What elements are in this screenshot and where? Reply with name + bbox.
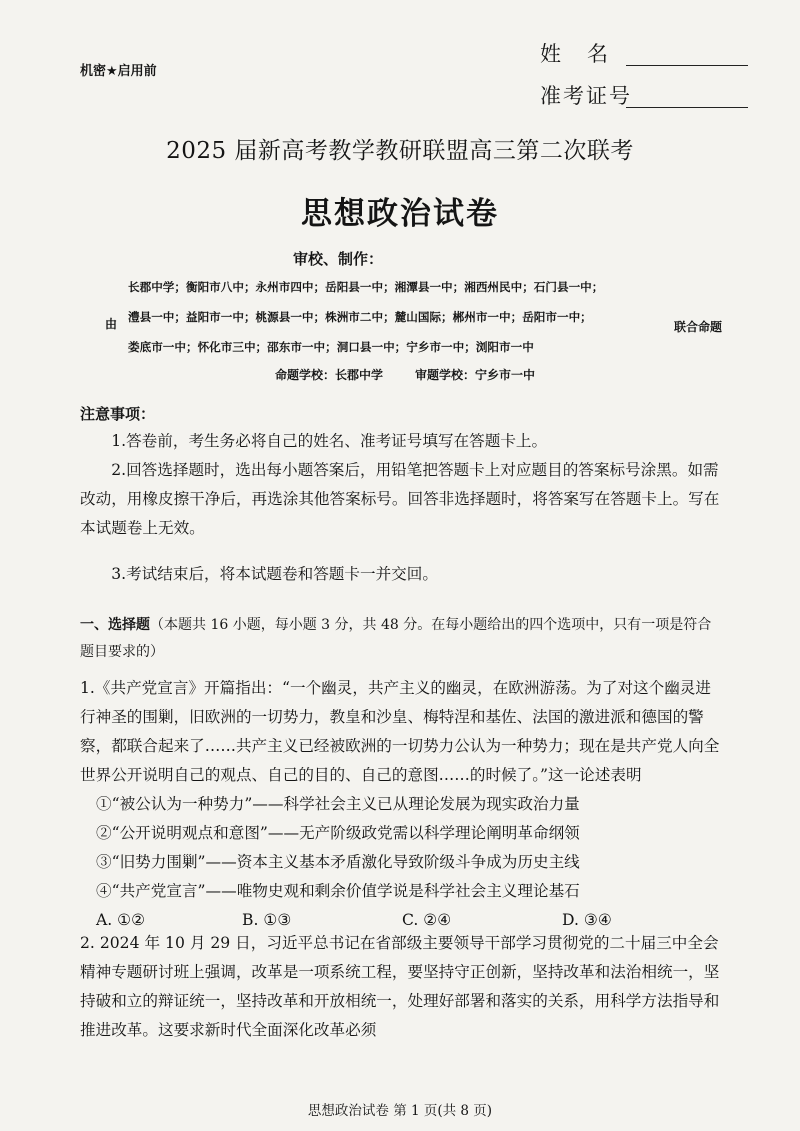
school-list-line: 娄底市一中；怀化市三中；邵东市一中；洞口县一中；宁乡市一中；浏阳市一中 [128, 340, 534, 354]
subject-title: 思想政治试卷 [301, 196, 499, 232]
setter-school: 命题学校：长郡中学 [275, 368, 384, 382]
exam-title: 2025 届新高考教学教研联盟高三第二次联考 [166, 138, 634, 164]
note-item: 3.考试结束后，将本试题卷和答题卡一并交回。 [111, 565, 438, 583]
school-list-line: 澧县一中；益阳市一中；桃源县一中；株洲市二中；麓山国际；郴州市一中；岳阳市一中； [128, 310, 592, 324]
section-heading [80, 612, 720, 666]
note-item: 2.回答选择题时，选出每小题答案后，用铅笔把答题卡上对应题目的答案标号涂黑。如需改动，用橡皮擦干净后，再选涂其他答案标号。回答非选择题时，将答案写在答题卡上。写在本试题卷上无效。 [80, 461, 720, 537]
note-item: 1.答卷前，考生务必将自己的姓名、准考证号填写在答题卡上。 [111, 432, 548, 450]
question-option: ②“公开说明观点和意图”——无产阶级政党需以科学理论阐明革命纲领 [96, 824, 580, 842]
choice-a: A. ①② [96, 911, 146, 929]
question-stem: 1.《共产党宣言》开篇指出：“一个幽灵，共产主义的幽灵，在欧洲游荡。为了对这个幽灵进行神圣的围剿，旧欧洲的一切势力，教皇和沙皇、梅特涅和基佐、法国的激进派和德国的警察，都联合起来了……共产主义已经被欧洲的一切势力公认为一种势力；现在是共产党人向全世界公开说明自己的观点、自己的目的、自己的意图……的时候了。”这一论述表明 [80, 679, 720, 784]
section-instruction: （本题共 16 小题，每小题 3 分，共 48 分。在每小题给出的四个选项中，只有一项是符合题目要求的） [80, 617, 712, 660]
school-list-line: 长郡中学；衡阳市八中；永州市四中；岳阳县一中；湘潭县一中；湘西州民中；石门县一中； [128, 280, 604, 294]
notes-title: 注意事项： [80, 405, 156, 423]
question-option: ④“共产党宣言”——唯物史观和剩余价值学说是科学社会主义理论基石 [96, 882, 580, 900]
question-option: ③“旧势力围剿”——资本主义基本矛盾激化导致阶级斗争成为历史主线 [96, 853, 580, 871]
reviewer-school: 审题学校：宁乡市一中 [415, 368, 536, 382]
name-field[interactable] [540, 38, 634, 68]
setter-schools [275, 366, 535, 383]
question-stem: 2. 2024 年 10 月 29 日，习近平总书记在省部级主要领导干部学习贯彻党的二十届三中全会精神专题研讨班上强调，改革是一项系统工程，要坚持守正创新，坚持改革和法治相统一，坚持破和立的辩证统一，坚持改革和开放相统一，处理好部署和落实的关系，用科学方法指导和推进改革。这要求新时代全面深化改革必须 [80, 934, 720, 1039]
by-label: 由 [105, 317, 118, 331]
secret-label: 机密★启用前 [80, 64, 157, 79]
joint-label: 联合命题 [674, 320, 723, 334]
page-footer: 思想政治试卷 第 1 页(共 8 页) [307, 1103, 493, 1119]
notes-list [80, 427, 720, 589]
production-label: 审校、制作： [293, 250, 384, 268]
exam-id-blank-line[interactable] [626, 107, 748, 108]
choice-d: D. ③④ [562, 911, 612, 929]
name-label: 姓名 [540, 42, 634, 66]
exam-id-field[interactable] [540, 80, 632, 110]
name-blank-line[interactable] [626, 65, 748, 66]
exam-id-label: 准考证号 [540, 84, 632, 108]
choice-c: C. ②④ [402, 911, 452, 929]
question-option: ①“被公认为一种势力”——科学社会主义已从理论发展为现实政治力量 [96, 795, 580, 813]
question-2 [80, 929, 720, 1045]
question-1 [80, 674, 720, 935]
section-title: 一、选择题 [80, 617, 150, 633]
choice-b: B. ①③ [242, 911, 292, 929]
